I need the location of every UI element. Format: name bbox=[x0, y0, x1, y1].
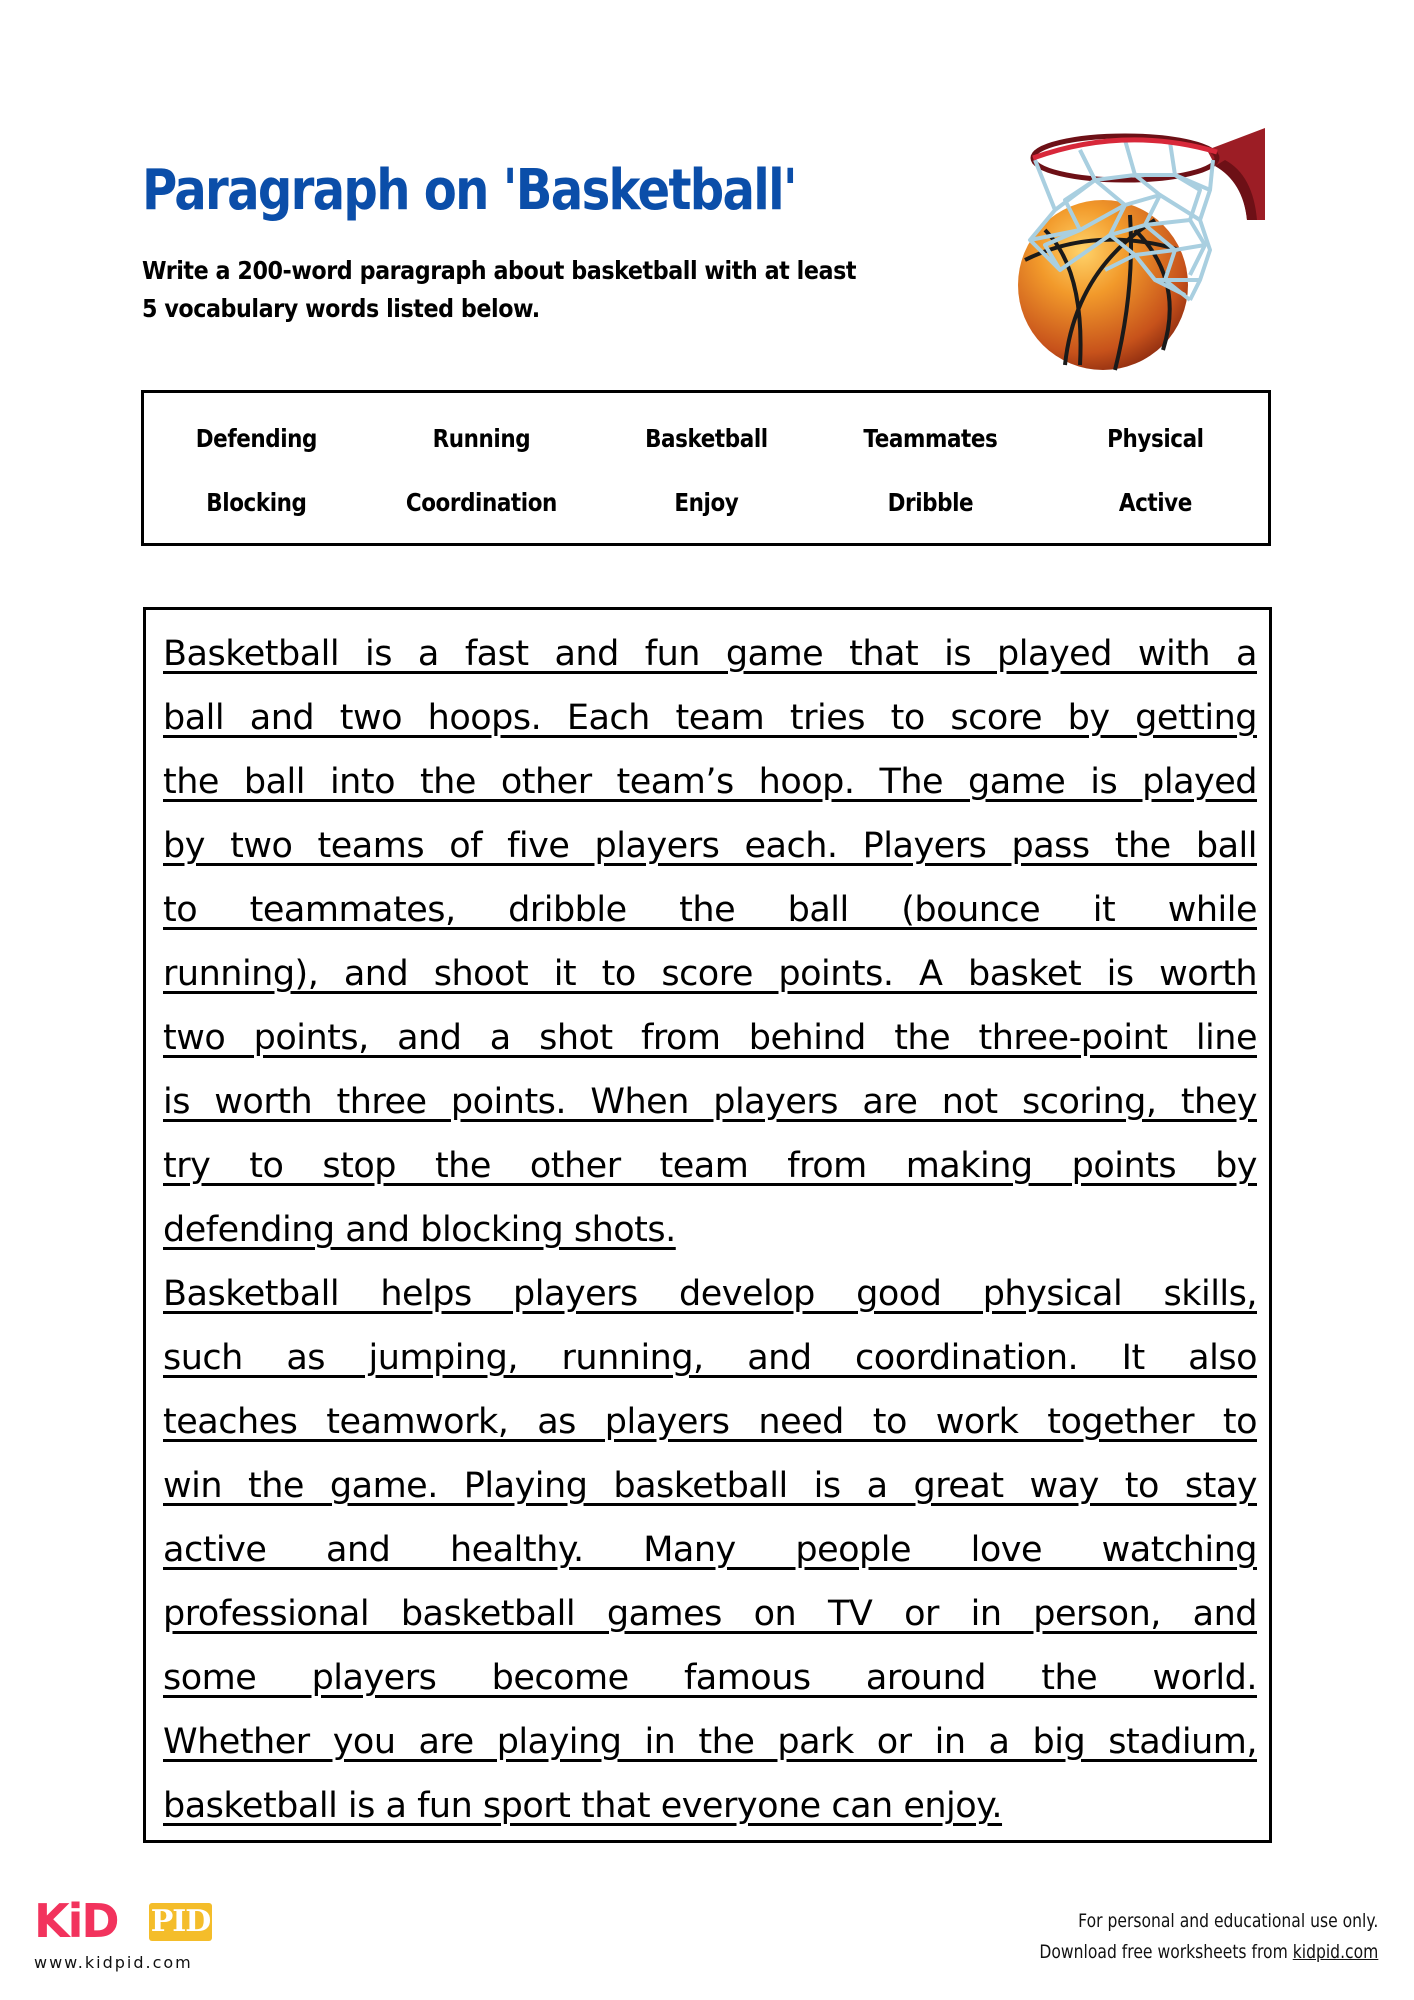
vocab-word: Enjoy bbox=[673, 488, 738, 517]
basketball-hoop-icon bbox=[985, 120, 1280, 375]
paragraph-line: active and healthy. Many people love watching bbox=[163, 1530, 1257, 1570]
kidpid-link[interactable]: kidpid.com bbox=[1292, 1941, 1378, 1963]
instructions-line-2: 5 vocabulary words listed below. bbox=[142, 294, 540, 323]
instructions-line-1: Write a 200-word paragraph about basketball with at least bbox=[142, 256, 857, 285]
vocab-word: Blocking bbox=[206, 488, 307, 517]
logo-kid-text: KiD bbox=[34, 1894, 118, 1948]
paragraph-line: the ball into the other team’s hoop. The game is played bbox=[163, 762, 1257, 802]
paragraph-line: Basketball helps players develop good physical skills, bbox=[163, 1274, 1257, 1314]
footer-note-line-2 bbox=[1039, 1937, 1378, 1968]
instructions bbox=[142, 252, 925, 328]
vocab-word: Running bbox=[432, 424, 530, 453]
paragraph-line: professional basketball games on TV or in person, and bbox=[163, 1594, 1257, 1634]
vocab-word: Dribble bbox=[888, 488, 974, 517]
paragraph-line: two points, and a shot from behind the three-point line bbox=[163, 1018, 1257, 1058]
vocab-word: Physical bbox=[1107, 424, 1204, 453]
paragraph-line: by two teams of five players each. Players pass the ball bbox=[163, 826, 1257, 866]
paragraph-line: such as jumping, running, and coordination. It also bbox=[163, 1338, 1257, 1378]
logo-pid-text: PID bbox=[150, 1904, 211, 1939]
paragraph-line: Basketball is a fast and fun game that is played with a bbox=[163, 634, 1257, 674]
paragraph-text bbox=[163, 622, 1257, 1838]
vocab-word: Defending bbox=[195, 424, 318, 453]
paragraph-line: is worth three points. When players are not scoring, they bbox=[163, 1082, 1257, 1122]
paragraph-line: some players become famous around the world. bbox=[163, 1658, 1257, 1698]
footer-note-prefix: Download free worksheets from bbox=[1039, 1941, 1293, 1963]
page-title: Paragraph on 'Basketball' bbox=[142, 158, 796, 223]
paragraph-line: win the game. Playing basketball is a great way to stay bbox=[163, 1466, 1257, 1506]
vocabulary-grid bbox=[144, 393, 1268, 543]
vocab-word: Teammates bbox=[863, 424, 998, 453]
logo-url[interactable]: www.kidpid.com bbox=[34, 1953, 193, 1972]
vocab-word: Coordination bbox=[405, 488, 557, 517]
vocab-word: Active bbox=[1119, 488, 1193, 517]
paragraph-answer-box bbox=[143, 607, 1272, 1843]
paragraph-line: to teammates, dribble the ball (bounce it while bbox=[163, 890, 1257, 930]
paragraph-line: ball and two hoops. Each team tries to score by getting bbox=[163, 698, 1257, 738]
paragraph-line: defending and blocking shots. bbox=[163, 1210, 676, 1250]
footer-note bbox=[1039, 1906, 1378, 1968]
vocab-word: Basketball bbox=[644, 424, 768, 453]
paragraph-line: teaches teamwork, as players need to work together to bbox=[163, 1402, 1257, 1442]
footer-note-line-1: For personal and educational use only. bbox=[1077, 1910, 1378, 1932]
paragraph-line: Whether you are playing in the park or in a big stadium, bbox=[163, 1722, 1257, 1762]
paragraph-line: basketball is a fun sport that everyone can enjoy. bbox=[163, 1786, 1003, 1826]
paragraph-line: try to stop the other team from making points by bbox=[163, 1146, 1257, 1186]
paragraph-line: running), and shoot it to score points. A basket is worth bbox=[163, 954, 1257, 994]
kidpid-logo[interactable] bbox=[32, 1893, 212, 1953]
vocabulary-box bbox=[141, 390, 1271, 546]
